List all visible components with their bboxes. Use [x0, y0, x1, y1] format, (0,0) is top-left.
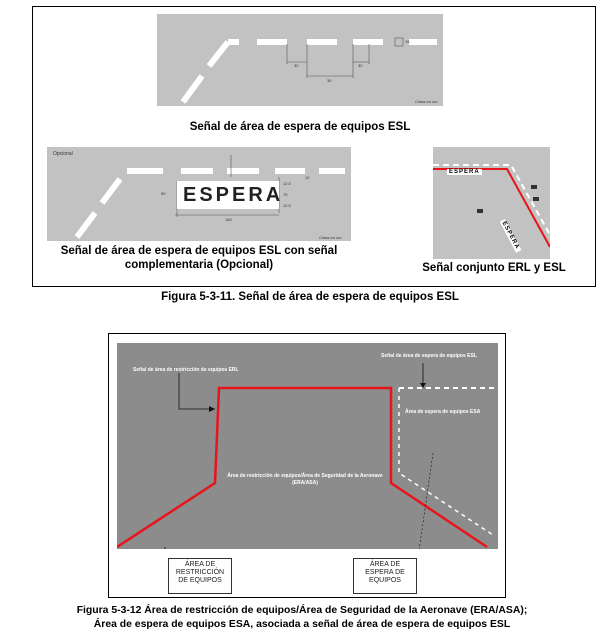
- dim-b: 30: [358, 63, 363, 68]
- panel-b-caption-line2: complementaria (Opcional): [124, 259, 274, 271]
- dim-c: 30: [327, 78, 332, 83]
- box-right-line1: ÁREA DE: [369, 561, 401, 568]
- box-left-line3: DE EQUIPOS: [178, 577, 222, 585]
- panel-b-esl-optional: [47, 147, 351, 241]
- label-era-line1: Área de restricción de equipos/Área de Seguridad de la Aeronave: [227, 473, 383, 479]
- panel-a-note: Cotas en cm: [415, 99, 438, 104]
- panel-b-note: Cotas en cm: [319, 235, 342, 240]
- dash-diag-2: [102, 179, 120, 203]
- dash-diag-2: [209, 42, 228, 66]
- esl-white-line: [433, 165, 550, 235]
- panel-a-drawing: [157, 14, 443, 106]
- apron-area: [117, 343, 498, 549]
- box-right-line2: ESPERA DE: [365, 569, 405, 577]
- label-esa: Área de espera de equipos ESA: [405, 409, 481, 415]
- box-right-line3: EQUIPOS: [369, 577, 401, 585]
- panel-c-erl-esl: [433, 147, 550, 259]
- erl-red-line: [433, 169, 550, 247]
- figure-2-title-line1: Figura 5-3-12 Área de restricción de equipos/Área de Seguridad de la Aeronave (ERA/ASA);: [76, 605, 528, 616]
- dim-b-2: 12.5: [283, 181, 291, 186]
- dim-d: 15: [405, 39, 410, 44]
- box-left-line1: ÁREA DE: [184, 561, 216, 568]
- label-erl: Señal de área de restricción de equipos ERL: [133, 367, 239, 373]
- dash-diag-1: [77, 213, 95, 237]
- label-esl: Señal de área de espera de equipos ESL: [381, 353, 477, 359]
- figure-2-title-line2: Área de espera de equipos ESA, asociada a señal de área de espera de equipos ESL: [93, 619, 511, 630]
- dim-b-bottom: 180: [225, 217, 232, 222]
- panel-c-word-diag: ESPERA: [500, 220, 521, 251]
- panel-c-caption: Señal conjunto ERL y ESL: [422, 262, 566, 274]
- dim-a: 30: [294, 63, 299, 68]
- box-waiting-area: [353, 558, 417, 594]
- figure-1-title: Figura 5-3-11. Señal de área de espera de equipos ESL: [161, 291, 459, 303]
- box-restriction-area: [168, 558, 232, 594]
- panel-a-esl-marking: [157, 14, 443, 106]
- dim-b-1: 10: [305, 175, 310, 180]
- dim-b-3: 75: [283, 192, 288, 197]
- dim-b-left: 50: [161, 191, 166, 196]
- espera-word: ESPERA: [183, 184, 284, 206]
- dash-diag-1: [183, 76, 202, 102]
- panel-c-word-top: ESPERA: [449, 169, 480, 175]
- panel-a-caption: Señal de área de espera de equipos ESL: [189, 121, 411, 133]
- box-left-line2: RESTRICCIÓN: [175, 569, 225, 577]
- panel-c-drawing: [433, 147, 550, 259]
- apron-drawing: [117, 343, 498, 549]
- panel-b-tag: Opcional: [53, 151, 73, 157]
- panel-b-caption-line1: Señal de área de espera de equipos ESL con señal: [60, 245, 338, 257]
- label-era-line2: (ERA/ASA): [292, 480, 318, 486]
- dim-b-4: 12.5: [283, 203, 291, 208]
